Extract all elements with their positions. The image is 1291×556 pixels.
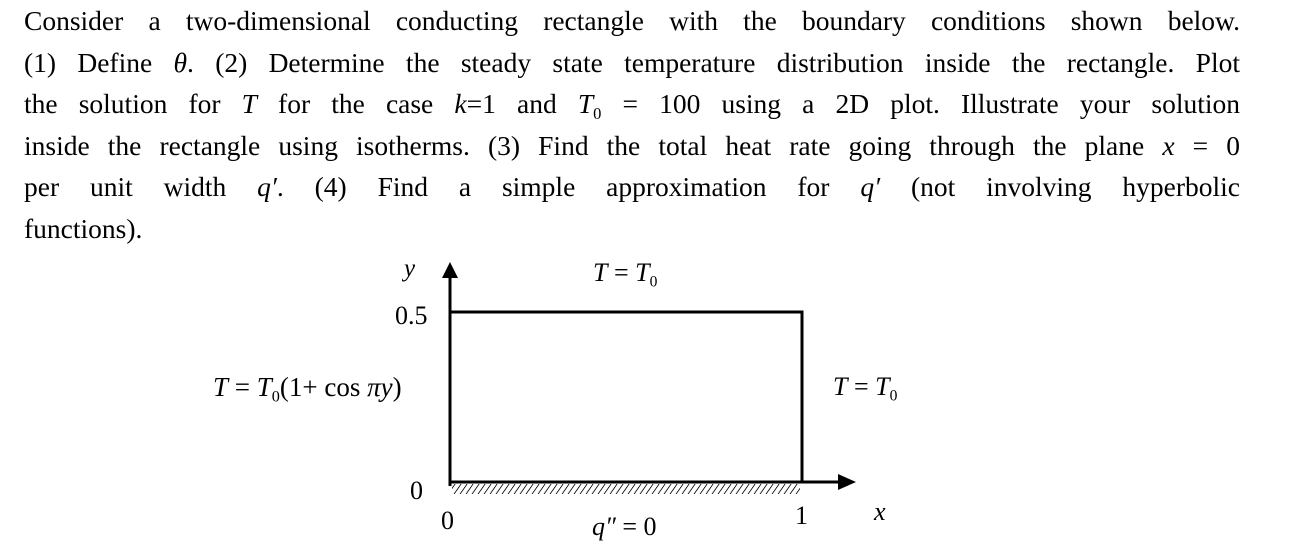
problem-text-fragment: =1 and [466, 88, 578, 119]
x-axis-label: x [874, 497, 886, 526]
math-symbol: θ [173, 46, 188, 78]
problem-text-fragment: (1) Define [24, 46, 174, 78]
x-origin-tick-label: 0 [441, 506, 454, 535]
bottom-boundary-condition: q″ = 0 [592, 512, 657, 541]
problem-text-fragment: for the case [256, 88, 455, 119]
problem-text-fragment: 0 [593, 103, 602, 123]
y-axis-arrowhead [442, 262, 458, 278]
y-axis-label: y [404, 255, 416, 282]
math-symbol: k [454, 88, 467, 119]
top-boundary-condition: $T = T_0$ [593, 258, 658, 291]
problem-text-fragment: inside the rectangle using isotherms. (3) Find the total heat rate going through the plane [24, 129, 1163, 161]
problem-line-5 [24, 166, 1240, 208]
problem-text-fragment: functions). [24, 212, 143, 244]
left-boundary-condition: $T = T_0(1+ \cos \pi y)$ [213, 372, 402, 406]
insulated-bottom-hatching [452, 484, 800, 494]
problem-text-fragment: Consider a two-dimensional conducting rectangle with the boundary conditions shown below. [24, 5, 1240, 36]
problem-text-fragment: = 100 using a 2D plot. Illustrate your solution [601, 88, 1240, 119]
problem-statement [24, 0, 1240, 249]
math-symbol: x [1162, 129, 1175, 161]
x-axis-arrowhead [838, 474, 856, 490]
problem-text-fragment: . (4) Find a simple approximation for [276, 171, 861, 202]
math-symbol: q′ [257, 171, 277, 202]
problem-text-fragment: . (2) Determine the steady state temperature distribution inside the rectangle. Plot [187, 46, 1240, 78]
y-origin-tick-label: 0 [410, 476, 423, 505]
problem-text-fragment: (not involving hyperbolic [880, 171, 1240, 202]
problem-text-fragment: per unit width [24, 171, 258, 202]
problem-line-1 [24, 0, 1240, 42]
problem-line-6 [24, 208, 1240, 250]
math-symbol: T [241, 88, 257, 119]
problem-text-fragment: = 0 [1174, 129, 1240, 161]
math-symbol: T [577, 88, 594, 119]
problem-text-fragment: the solution for [24, 88, 242, 119]
conducting-rectangle [450, 312, 802, 482]
y-top-tick-label: 0.5 [395, 301, 428, 330]
math-symbol: q′ [860, 171, 881, 202]
x-end-tick-label: 1 [795, 501, 808, 530]
right-boundary-condition: $T = T_0$ [833, 372, 898, 405]
problem-line-3 [24, 83, 1240, 125]
problem-line-2 [24, 42, 1240, 84]
problem-line-4 [24, 125, 1240, 167]
